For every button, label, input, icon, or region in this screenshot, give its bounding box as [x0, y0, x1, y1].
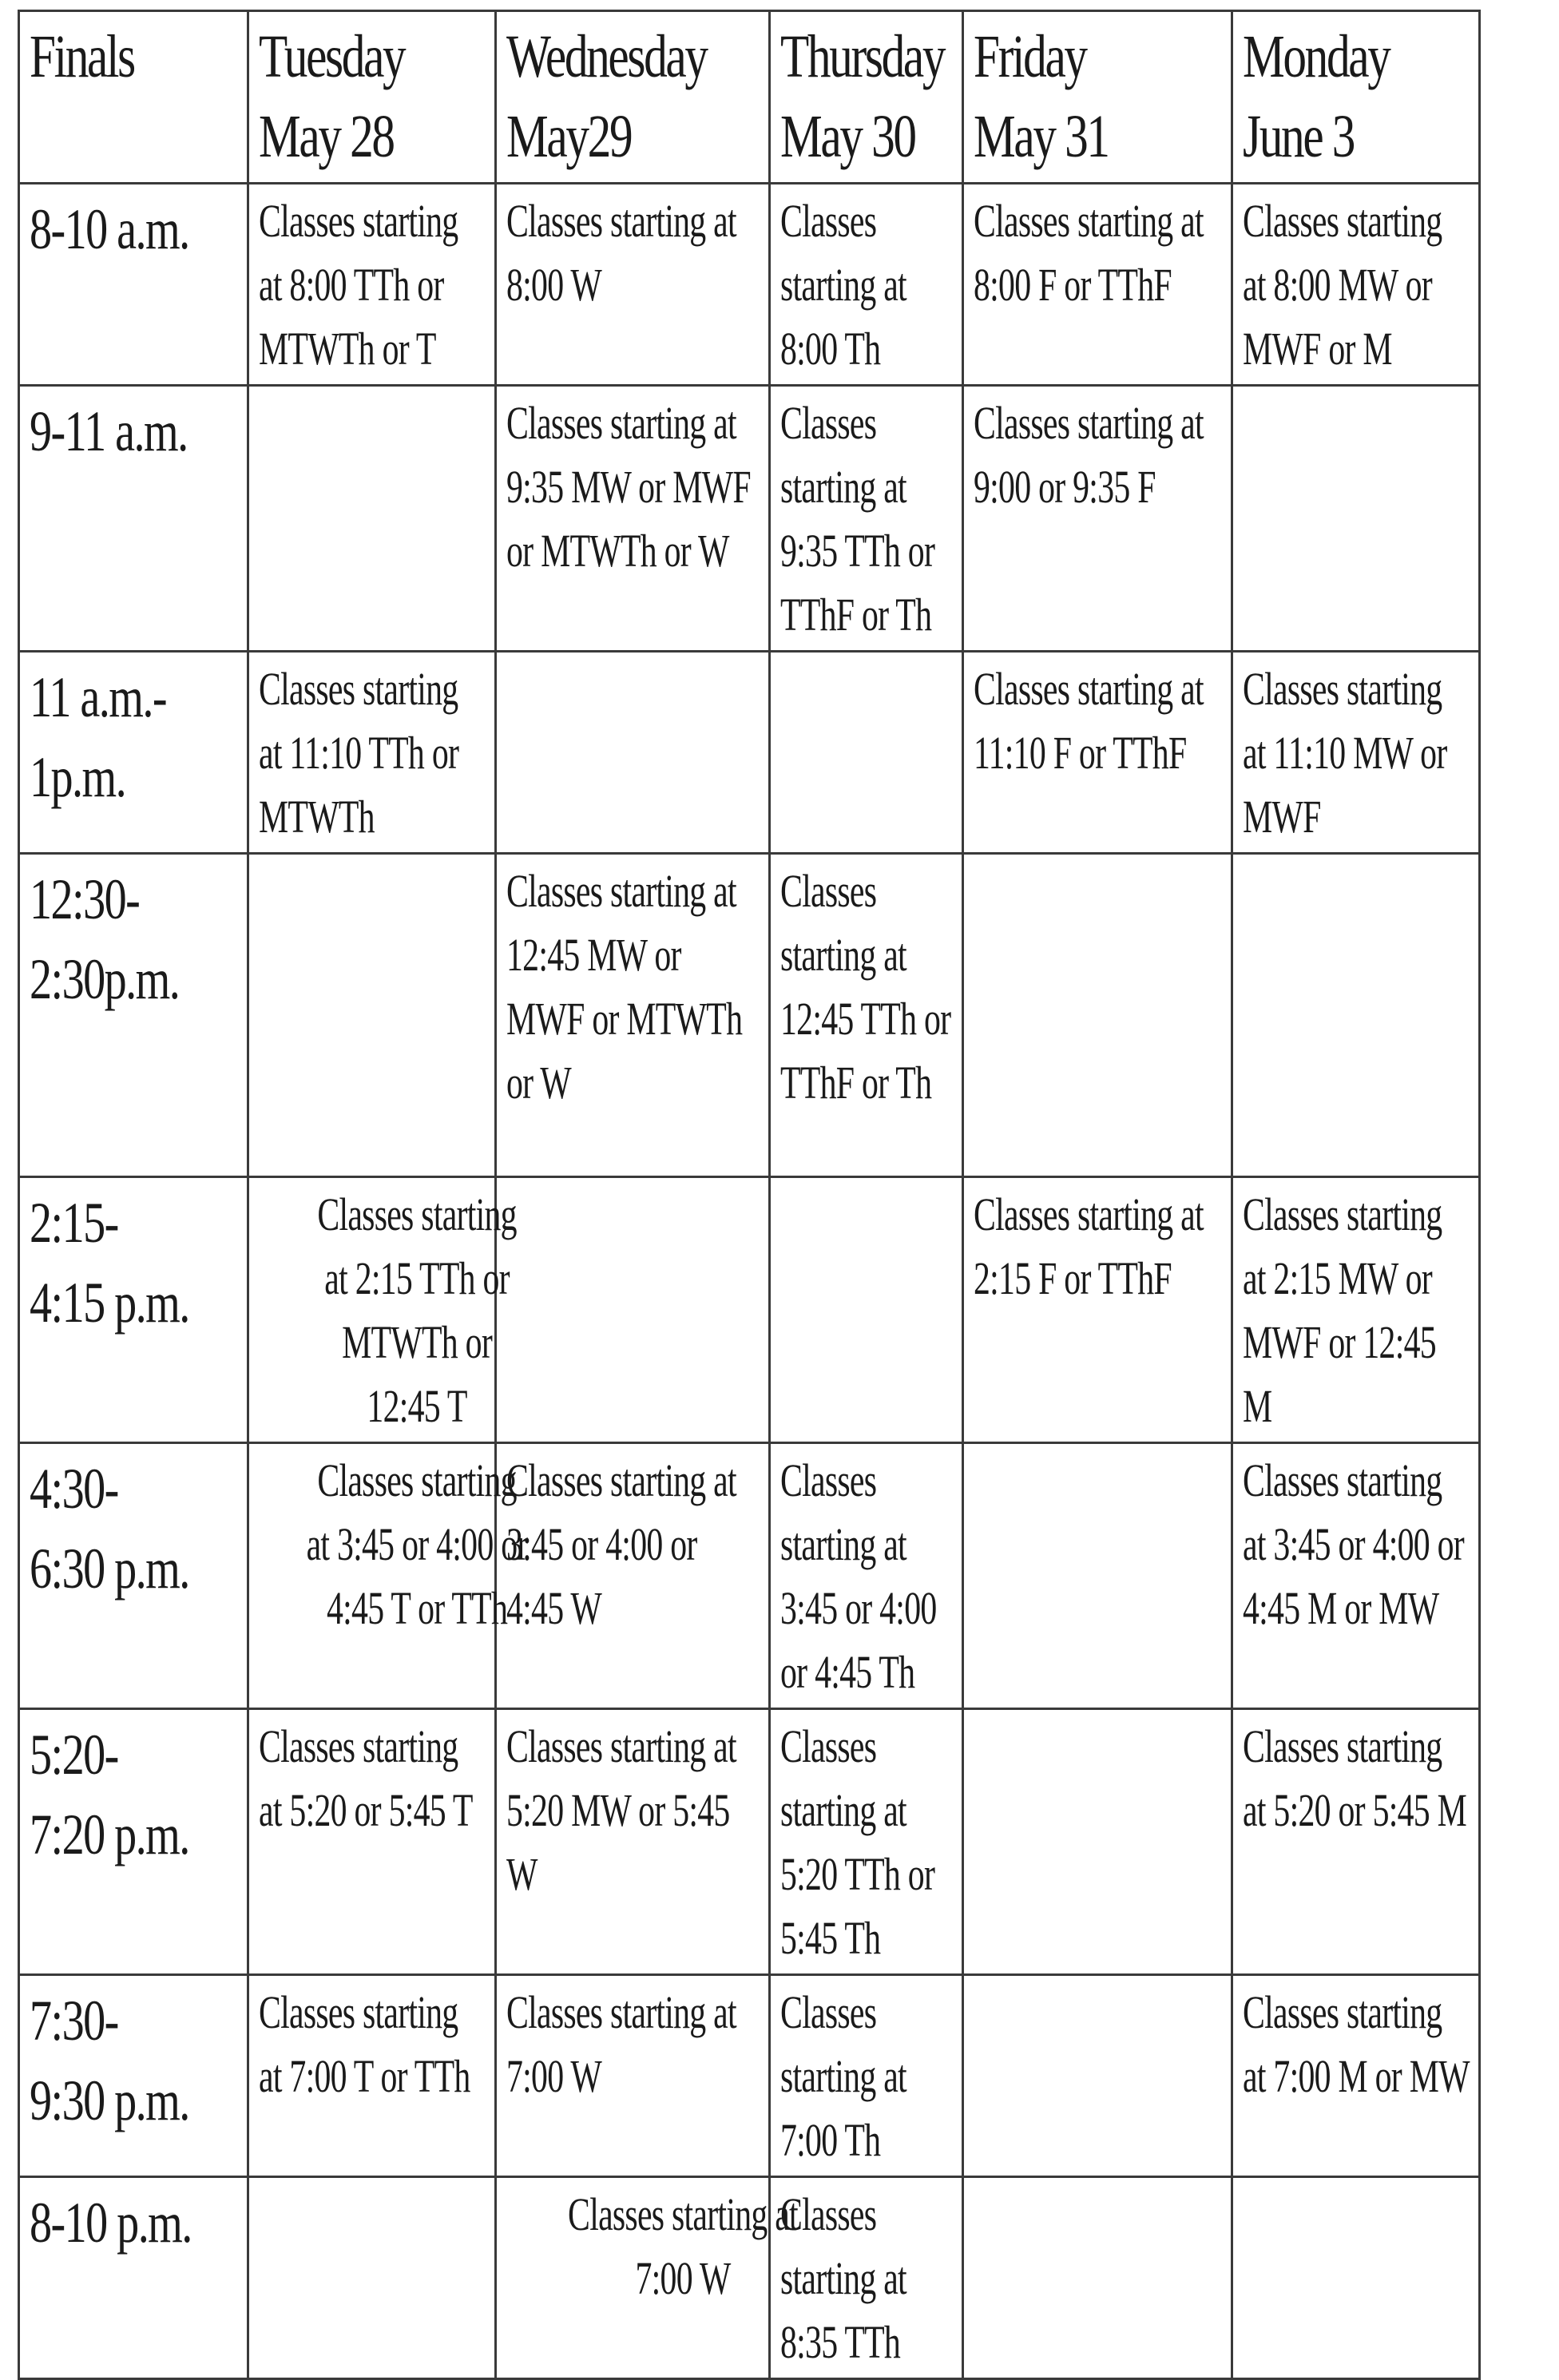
- exam-cell-text: Classes starting at 3:45 or 4:00 or 4:45 M or MW: [1243, 1454, 1464, 1634]
- header-day-name: Thursday: [780, 23, 945, 90]
- exam-cell-text: Classes starting at 8:35 TTh: [780, 2188, 906, 2368]
- exam-cell: [963, 854, 1232, 1177]
- header-day-name: Monday: [1243, 23, 1390, 90]
- header-day-cell: [963, 11, 1232, 184]
- time-slot-cell: [19, 184, 248, 386]
- exam-cell-text: Classes starting at 5:20 MW or 5:45 W: [506, 1720, 736, 1900]
- exam-cell: [1232, 1443, 1480, 1709]
- finals-schedule-sheet: [18, 10, 1478, 2368]
- exam-cell: [770, 1443, 963, 1709]
- exam-cell: [496, 2177, 798, 2379]
- table-row: [19, 1443, 1480, 1709]
- exam-cell-text: Classes starting at 11:10 MW or MWF: [1243, 663, 1447, 843]
- exam-cell-text: Classes starting at 5:20 TTh or 5:45 Th: [780, 1720, 935, 1964]
- exam-cell: [963, 2177, 1232, 2379]
- table-row: [19, 1975, 1480, 2177]
- exam-cell: [963, 1709, 1232, 1975]
- exam-cell: [1232, 2177, 1480, 2379]
- exam-cell-text: Classes starting at 12:45 TTh or TThF or Th: [780, 865, 951, 1109]
- exam-cell: [963, 184, 1232, 386]
- header-row: [19, 11, 1480, 184]
- exam-cell: [1232, 1709, 1480, 1975]
- exam-cell-text: Classes starting at 12:45 MW or MWF or MTWTh or W: [506, 865, 743, 1109]
- time-slot-label: 9-11 a.m.: [30, 399, 188, 463]
- exam-cell: [496, 184, 770, 386]
- time-slot-cell: [19, 1709, 248, 1975]
- exam-cell: [248, 184, 496, 386]
- header-day-name: Friday: [974, 23, 1086, 90]
- time-slot-label: 2:15- 4:15 p.m.: [30, 1191, 189, 1335]
- exam-cell: [248, 1443, 528, 1709]
- header-day-date: May 30: [780, 103, 915, 170]
- exam-cell-text: Classes starting at 5:20 or 5:45 T: [259, 1720, 473, 1836]
- exam-cell: [1232, 184, 1480, 386]
- exam-cell: [963, 652, 1232, 854]
- exam-cell: [770, 386, 963, 652]
- exam-cell: [496, 1975, 770, 2177]
- exam-cell-text: Classes starting at 3:45 or 4:00 or 4:45 W: [506, 1454, 736, 1634]
- header-day-name: Wednesday: [506, 23, 707, 90]
- exam-cell: [1232, 854, 1480, 1177]
- exam-cell: [496, 1443, 770, 1709]
- exam-cell-text: Classes starting at 7:00 W: [568, 2188, 798, 2304]
- time-slot-cell: [19, 1975, 248, 2177]
- exam-cell: [248, 854, 496, 1177]
- exam-cell: [1232, 1975, 1480, 2177]
- time-slot-cell: [19, 2177, 248, 2379]
- exam-cell-text: Classes starting at 2:15 MW or MWF or 12:45 M: [1243, 1188, 1442, 1432]
- exam-cell-text: Classes starting at 9:00 or 9:35 F: [974, 397, 1204, 513]
- exam-cell-text: Classes starting at 7:00 M or MW: [1243, 1986, 1470, 2102]
- header-day-date: June 3: [1243, 103, 1355, 170]
- exam-cell: [248, 386, 496, 652]
- exam-cell-text: Classes starting at 8:00 W: [506, 195, 736, 311]
- header-corner-cell: [19, 11, 248, 184]
- exam-cell: [248, 2177, 496, 2379]
- time-slot-cell: [19, 1177, 248, 1443]
- exam-cell-text: Classes starting at 8:00 F or TThF: [974, 195, 1204, 311]
- exam-cell-text: Classes starting at 11:10 F or TThF: [974, 663, 1204, 779]
- header-day-name: Tuesday: [259, 23, 405, 90]
- time-slot-cell: [19, 1443, 248, 1709]
- table-row: [19, 184, 1480, 386]
- table-row: [19, 1177, 1480, 1443]
- time-slot-label: 12:30- 2:30p.m.: [30, 867, 180, 1011]
- time-slot-label: 7:30- 9:30 p.m.: [30, 1989, 189, 2132]
- exam-cell: [496, 1177, 770, 1443]
- table-row: [19, 386, 1480, 652]
- time-slot-label: 8-10 p.m.: [30, 2191, 192, 2255]
- exam-cell-text: Classes starting at 9:35 TTh or TThF or Th: [780, 397, 935, 641]
- exam-cell: [496, 854, 770, 1177]
- exam-cell-text: Classes starting at 5:20 or 5:45 M: [1243, 1720, 1467, 1836]
- table-row: [19, 854, 1480, 1177]
- exam-cell: [770, 854, 963, 1177]
- exam-cell: [248, 1177, 517, 1443]
- time-slot-cell: [19, 386, 248, 652]
- exam-cell-text: Classes starting at 8:00 MW or MWF or M: [1243, 195, 1442, 375]
- exam-cell-text: Classes starting at 9:35 MW or MWF or MTWTh or W: [506, 397, 751, 577]
- header-day-cell: [248, 11, 496, 184]
- exam-cell: [248, 652, 496, 854]
- header-day-date: May 31: [974, 103, 1109, 170]
- exam-cell: [1232, 652, 1480, 854]
- header-day-date: May29: [506, 103, 632, 170]
- exam-cell: [963, 1975, 1232, 2177]
- exam-cell: [963, 1443, 1232, 1709]
- header-corner-label: Finals: [30, 23, 134, 90]
- exam-cell: [496, 386, 770, 652]
- time-slot-cell: [19, 854, 248, 1177]
- exam-cell-text: Classes starting at 11:10 TTh or MTWTh: [259, 663, 459, 843]
- exam-cell: [1232, 386, 1480, 652]
- time-slot-label: 4:30- 6:30 p.m.: [30, 1457, 189, 1601]
- header-day-cell: [770, 11, 963, 184]
- exam-cell: [963, 1177, 1232, 1443]
- table-row: [19, 1709, 1480, 1975]
- exam-cell: [496, 652, 770, 854]
- time-slot-cell: [19, 652, 248, 854]
- time-slot-label: 5:20- 7:20 p.m.: [30, 1723, 189, 1866]
- time-slot-label: 8-10 a.m.: [30, 197, 189, 261]
- header-day-cell: [1232, 11, 1480, 184]
- finals-schedule-table: [18, 10, 1481, 2380]
- exam-cell-text: Classes starting at 8:00 TTh or MTWTh or T: [259, 195, 458, 375]
- exam-cell: [770, 1709, 963, 1975]
- exam-cell: [248, 1709, 496, 1975]
- exam-cell-text: Classes starting at 3:45 or 4:00 or 4:45 T or TTh: [306, 1454, 528, 1634]
- exam-cell: [963, 386, 1232, 652]
- exam-cell-text: Classes starting at 7:00 W: [506, 1986, 736, 2102]
- exam-cell-text: Classes starting at 3:45 or 4:00 or 4:45 Th: [780, 1454, 937, 1698]
- exam-cell-text: Classes starting at 7:00 T or TTh: [259, 1986, 470, 2102]
- exam-cell: [770, 1177, 963, 1443]
- exam-cell: [496, 1709, 770, 1975]
- exam-cell: [770, 652, 963, 854]
- header-day-date: May 28: [259, 103, 394, 170]
- exam-cell-text: Classes starting at 2:15 TTh or MTWTh or 12:45 T: [317, 1188, 517, 1432]
- exam-cell-text: Classes starting at 8:00 Th: [780, 195, 906, 375]
- header-day-cell: [496, 11, 770, 184]
- exam-cell: [770, 1975, 963, 2177]
- exam-cell-text: Classes starting at 2:15 F or TThF: [974, 1188, 1204, 1304]
- exam-cell: [770, 184, 963, 386]
- exam-cell: [248, 1975, 496, 2177]
- exam-cell: [1232, 1177, 1480, 1443]
- time-slot-label: 11 a.m.- 1p.m.: [30, 665, 167, 809]
- table-row: [19, 2177, 1480, 2379]
- exam-cell: [770, 2177, 963, 2379]
- exam-cell-text: Classes starting at 7:00 Th: [780, 1986, 906, 2166]
- table-row: [19, 652, 1480, 854]
